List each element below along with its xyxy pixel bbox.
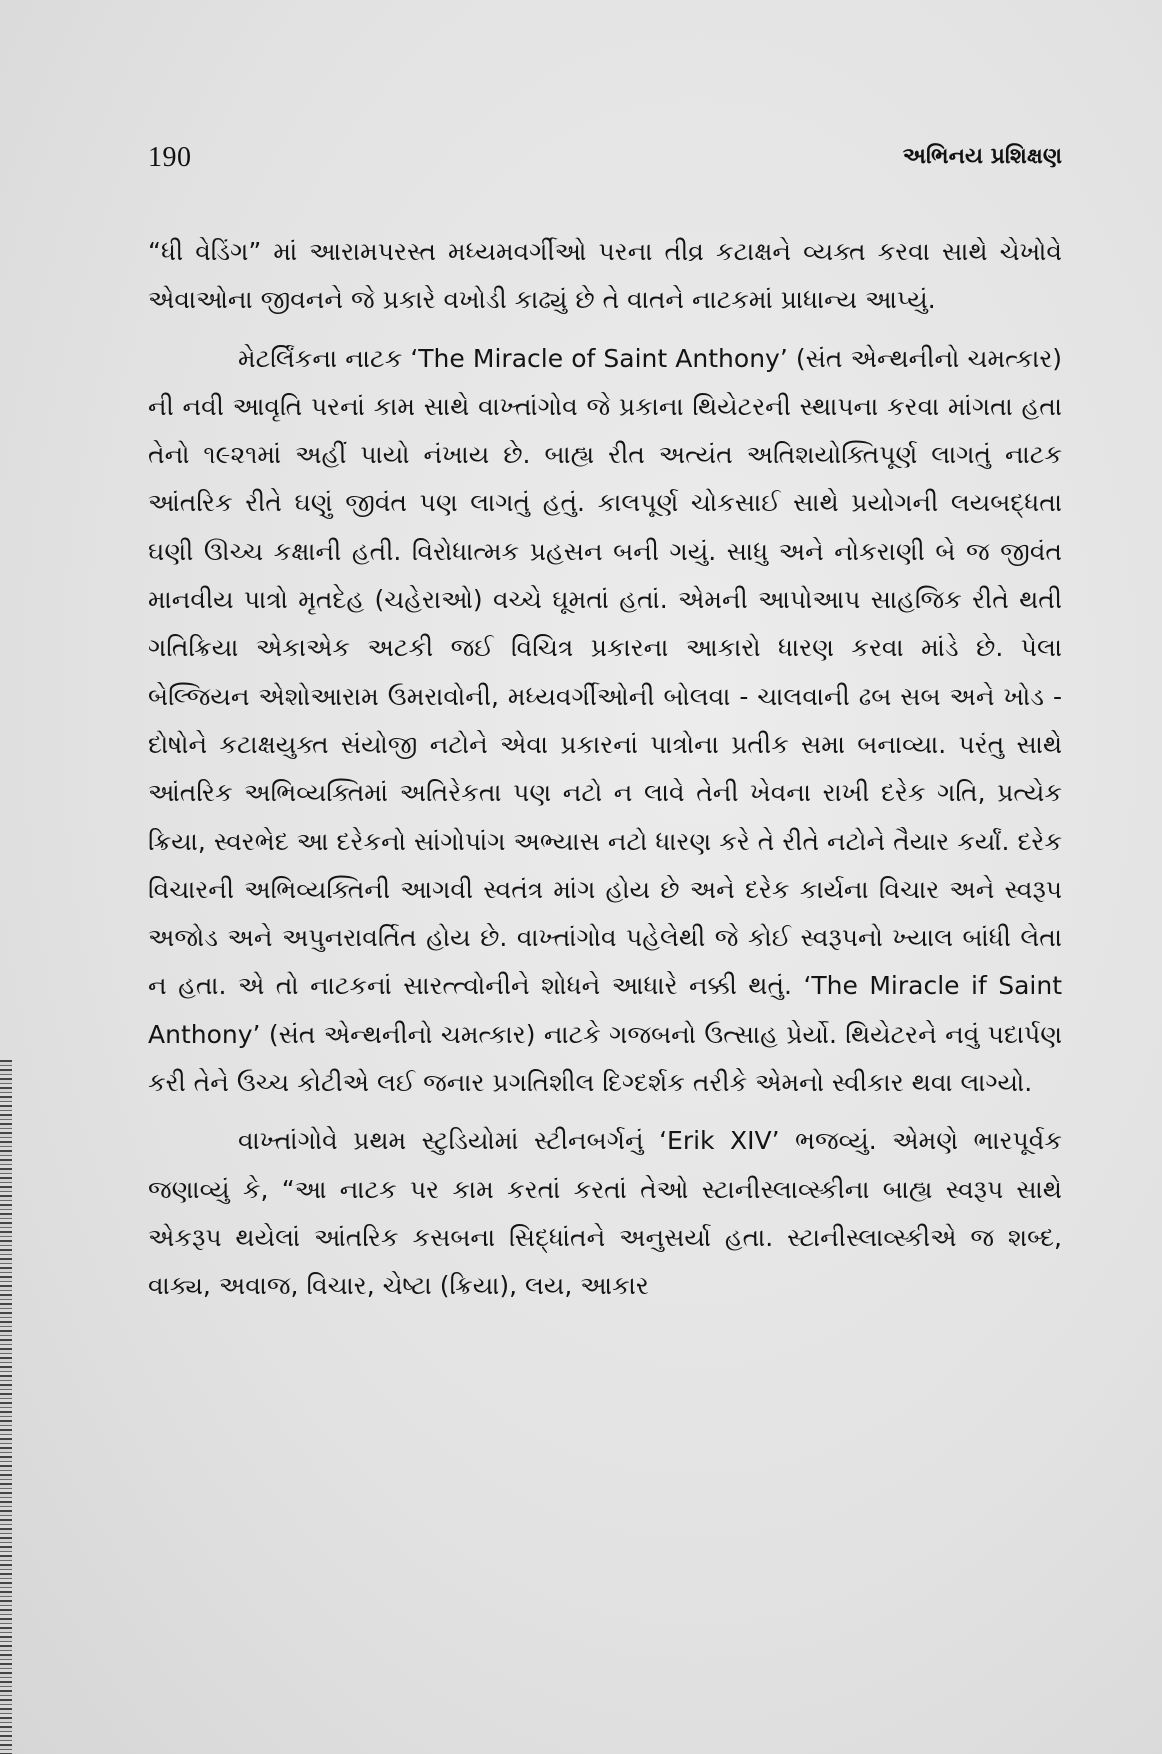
paragraph-1: “ધી વેડિંગ” માં આરામપરસ્ત મધ્યમવર્ગીઓ પરના તીવ્ર કટાક્ષને વ્યક્ત કરવા સાથે ચેખોવે એવાઓના જીવનને જે પ્રકારે વખોડી કાઢ્યું છે તે વાતને નાટકમાં પ્રાધાન્ય આપ્યું. [148, 237, 1062, 315]
page-number: 190 [148, 142, 192, 173]
body-text [148, 228, 1062, 1311]
running-title: અભિનય પ્રશિક્ષણ [902, 144, 1062, 169]
page-header [148, 142, 1062, 182]
paragraph-2: મેટર્લિંકના નાટક ‘The Miracle of Saint Anthony’ (સંત એન્થનીનો ચમત્કાર) ની નવી આવૃતિ પરનાં કામ સાથે વાખ્તાંગોવ જે પ્રકાના થિયેટરની સ્થાપના કરવા માંગતા હતા તેનો ૧૯૨૧માં અહીં પાયો નંખાય છે. બાહ્ય રીત અત્યંત અતિશયોક્તિપૂર્ણ લાગતું નાટક આંતરિક રીતે ઘણું જીવંત પણ લાગતું હતું. કાલપૂર્ણ ચોકસાઈ સાથે પ્રયોગની લયબદ્ધતા ઘણી ઊચ્ચ કક્ષાની હતી. વિરોધાત્મક પ્રહસન બની ગયું. સાધુ અને નોકરાણી બે જ જીવંત માનવીય પાત્રો મૃતદેહ (ચહેરાઓ) વચ્ચે ઘૂમતાં હતાં. એમની આપોઆપ સાહજિક રીતે થતી ગતિક્રિયા એકાએક અટકી જઈ વિચિત્ર પ્રકારના આકારો ધારણ કરવા માંડે છે. પેલા બેલ્જિયન એશોઆરામ ઉમરાવોની, મધ્યવર્ગીઓની બોલવા - ચાલવાની ઢબ સબ અને ખોડ - દોષોને કટાક્ષયુક્ત સંયોજી નટોને એવા પ્રકારનાં પાત્રોના પ્રતીક સમા બનાવ્યા. પરંતુ સાથે આંતરિક અભિવ્યક્તિમાં અતિરેકતા પણ નટો ન લાવે તેની ખેવના રાખી દરેક ગતિ, પ્રત્યેક ક્રિયા, સ્વરભેદ આ દરેકનો સાંગોપાંગ અભ્યાસ નટો ધારણ કરે તે રીતે નટોને તૈયાર કર્યાં. દરેક વિચારની અભિવ્યક્તિની આગવી સ્વતંત્ર માંગ હોય છે અને દરેક કાર્યના વિચાર અને સ્વરૂપ અજોડ અને અપુનરાવર્તિત હોય છે. વાખ્તાંગોવ પહેલેથી જે કોઈ સ્વરૂપનો ખ્યાલ બાંધી લેતા ન હતા. એ તો નાટકનાં સારત્ત્વોનીને શોધને આધારે નક્કી થતું. ‘The Miracle if Saint Anthony’ (સંત એન્થનીનો ચમત્કાર) નાટકે ગજબનો ઉત્સાહ પ્રેર્યો. થિયેટરને નવું પદાર્પણ કરી તેને ઉચ્ચ કોટીએ લઈ જનાર પ્રગતિશીલ દિગ્દર્શક તરીકે એમનો સ્વીકાર થવા લાગ્યો. [148, 343, 1062, 1098]
paragraph-3: વાખ્તાંગોવે પ્રથમ સ્ટુડિયોમાં સ્ટીનબર્ગનું ‘Erik XIV’ ભજવ્યું. એમણે ભારપૂર્વક જણાવ્યું કે, “આ નાટક પર કામ કરતાં કરતાં તેઓ સ્ટાનીસ્લાવ્સ્કીના બાહ્ય સ્વરૂપ સાથે એકરૂપ થયેલાં આંતરિક કસબના સિદ્ધાંતને અનુસર્યા હતા. સ્ટાનીસ્લાવ્સ્કીએ જ શબ્દ, વાક્ય, અવાજ, વિચાર, ચેષ્ટા (ક્રિયા), લય, આકાર [148, 1126, 1062, 1301]
scan-edge-strip [0, 1060, 12, 1754]
